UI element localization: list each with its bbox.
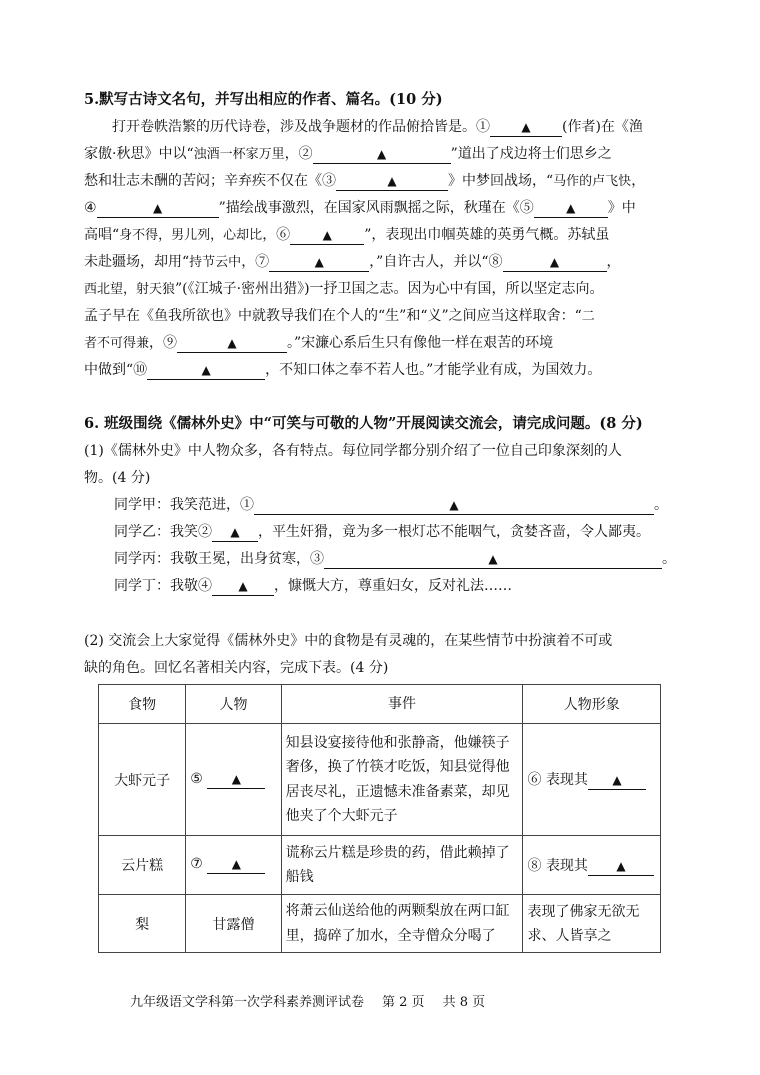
blank-2[interactable]: ▲ bbox=[313, 146, 451, 164]
blank-10[interactable]: ▲ bbox=[147, 362, 265, 380]
q5-line-4: ④ ▲ ”描绘战事激烈，在国家风雨飘摇之际，秋瑾在《⑤ ▲ 》中 bbox=[84, 200, 636, 216]
cell-person: ⑦ ▲ bbox=[186, 836, 281, 895]
blank-q6-4[interactable]: ▲ bbox=[212, 578, 274, 596]
q6-part2-line-1: (2) 交流会上大家觉得《儒林外史》中的食物是有灵魂的，在某些情节中扮演着不可或 bbox=[84, 633, 613, 649]
question-6-title: 6. 班级围绕《儒林外史》中“可笑与可敬的人物”开展阅读交流会，请完成问题。(8 分) bbox=[84, 415, 643, 432]
student-d-line: 同学丁：我敬④ ▲ ，慷慨大方，尊重妇女，反对礼法…… bbox=[114, 578, 512, 594]
cell-food: 云片糕 bbox=[99, 836, 186, 895]
q5-line-9: 者不可得兼，⑨ ▲ 。”宋濂心系后生只有像他一样在艰苦的环境 bbox=[84, 335, 554, 351]
q6-part1-line-1: (1)《儒林外史》中人物众多，各有特点。每位同学都分别介绍了一位自己印象深刻的人 bbox=[84, 443, 622, 459]
q5-line-8: 孟子早在《鱼我所欲也》中就教导我们在个人的“生”和“义”之间应当这样取舍：“二 bbox=[84, 308, 595, 324]
header-image: 人物形象 bbox=[523, 685, 661, 724]
cell-event: 谎称云片糕是珍贵的药，借此赖掉了船钱 bbox=[281, 836, 523, 895]
q5-line-1: 打开卷帙浩繁的历代诗卷，涉及战争题材的作品俯拾皆是。① ▲ (作者)在《渔 bbox=[112, 119, 643, 135]
q5-line-7: 西北望，射天狼”(《江城子·密州出猎》)一抒卫国之志。因为心中有国，所以坚定志向。 bbox=[84, 281, 604, 297]
blank-q6-6[interactable]: ▲ bbox=[588, 772, 646, 790]
q5-line-10: 中做到“⑩ ▲ ，不知口体之奉不若人也。”才能学业有成，为国效力。 bbox=[84, 362, 602, 378]
header-person: 人物 bbox=[186, 685, 281, 724]
question-5-title: 5.默写古诗文名句，并写出相应的作者、篇名。(10 分) bbox=[84, 91, 443, 108]
q6-part2-line-2: 缺的角色。回忆名著相关内容，完成下表。(4 分) bbox=[84, 660, 389, 676]
q5-line-3: 愁和壮志未酬的苦闷；辛弃疾不仅在《③ ▲ 》中梦回战场，“马作的卢飞快， bbox=[84, 173, 646, 189]
table-row bbox=[99, 895, 661, 953]
student-a-line: 同学甲：我笑范进，① ▲ 。 bbox=[114, 497, 668, 513]
blank-q6-1[interactable]: ▲ bbox=[254, 497, 654, 515]
header-event: 事件 bbox=[281, 685, 523, 724]
blank-q6-7[interactable]: ▲ bbox=[207, 856, 265, 874]
cell-food: 大虾元子 bbox=[99, 724, 186, 836]
footer-page-number: 第 2 页 bbox=[382, 995, 425, 1010]
q5-line-2: 家傲·秋思》中以“浊酒一杯家万里，② ▲ ”道出了戍边将士们思乡之 bbox=[84, 146, 612, 162]
q6-part1-line-2: 物。(4 分) bbox=[84, 470, 151, 486]
cell-person: 甘露僧 bbox=[186, 895, 281, 953]
blank-q6-8[interactable]: ▲ bbox=[588, 858, 654, 876]
blank-4[interactable]: ▲ bbox=[97, 200, 219, 218]
blank-6[interactable]: ▲ bbox=[290, 227, 364, 245]
footer-exam-title: 九年级语文学科第一次学科素养测评试卷 bbox=[130, 995, 365, 1010]
header-food: 食物 bbox=[99, 685, 186, 724]
page-footer bbox=[130, 991, 503, 1010]
blank-q6-5[interactable]: ▲ bbox=[207, 771, 265, 789]
q5-line-5: 高唱“身不得，男儿列，心却比，⑥ ▲ ”，表现出巾帼英雄的英勇气概。苏轼虽 bbox=[84, 227, 610, 243]
blank-3[interactable]: ▲ bbox=[336, 173, 448, 191]
cell-event: 将萧云仙送给他的两颗梨放在两口缸里，捣碎了加水，全寺僧众分喝了 bbox=[281, 895, 523, 953]
food-table bbox=[98, 684, 661, 953]
blank-8[interactable]: ▲ bbox=[503, 254, 607, 272]
cell-event: 知县设宴接待他和张静斋，他嫌筷子奢侈，换了竹筷才吃饭，知县觉得他居丧尽礼，正遗憾未准备素菜，却见他夹了个大虾元子 bbox=[281, 724, 523, 836]
student-c-line: 同学丙：我敬王冕，出身贫寒，③ ▲ 。 bbox=[114, 551, 676, 567]
cell-person: ⑤ ▲ bbox=[186, 724, 281, 836]
table-row bbox=[99, 836, 661, 895]
cell-food: 梨 bbox=[99, 895, 186, 953]
table-row bbox=[99, 724, 661, 836]
blank-q6-3[interactable]: ▲ bbox=[324, 551, 662, 569]
blank-7[interactable]: ▲ bbox=[269, 254, 369, 272]
blank-9[interactable]: ▲ bbox=[177, 335, 287, 353]
cell-image: ⑥ 表现其 ▲ bbox=[523, 724, 661, 836]
cell-image: ⑧ 表现其 ▲ bbox=[523, 836, 661, 895]
blank-q6-2[interactable]: ▲ bbox=[212, 524, 258, 542]
blank-1[interactable]: ▲ bbox=[490, 119, 562, 137]
q5-line-6: 未赴疆场，却用“持节云中，⑦ ▲ ，”自许古人，并以“⑧ ▲ ， bbox=[84, 254, 621, 270]
footer-total-pages: 共 8 页 bbox=[442, 995, 486, 1010]
blank-5[interactable]: ▲ bbox=[534, 200, 608, 218]
table-header-row bbox=[99, 685, 661, 724]
cell-image: 表现了佛家无欲无求、人皆享之 bbox=[523, 895, 661, 953]
student-b-line: 同学乙：我笑② ▲ ，平生奸猾，竟为多一根灯芯不能咽气，贪婪吝啬，令人鄙夷。 bbox=[114, 524, 650, 540]
